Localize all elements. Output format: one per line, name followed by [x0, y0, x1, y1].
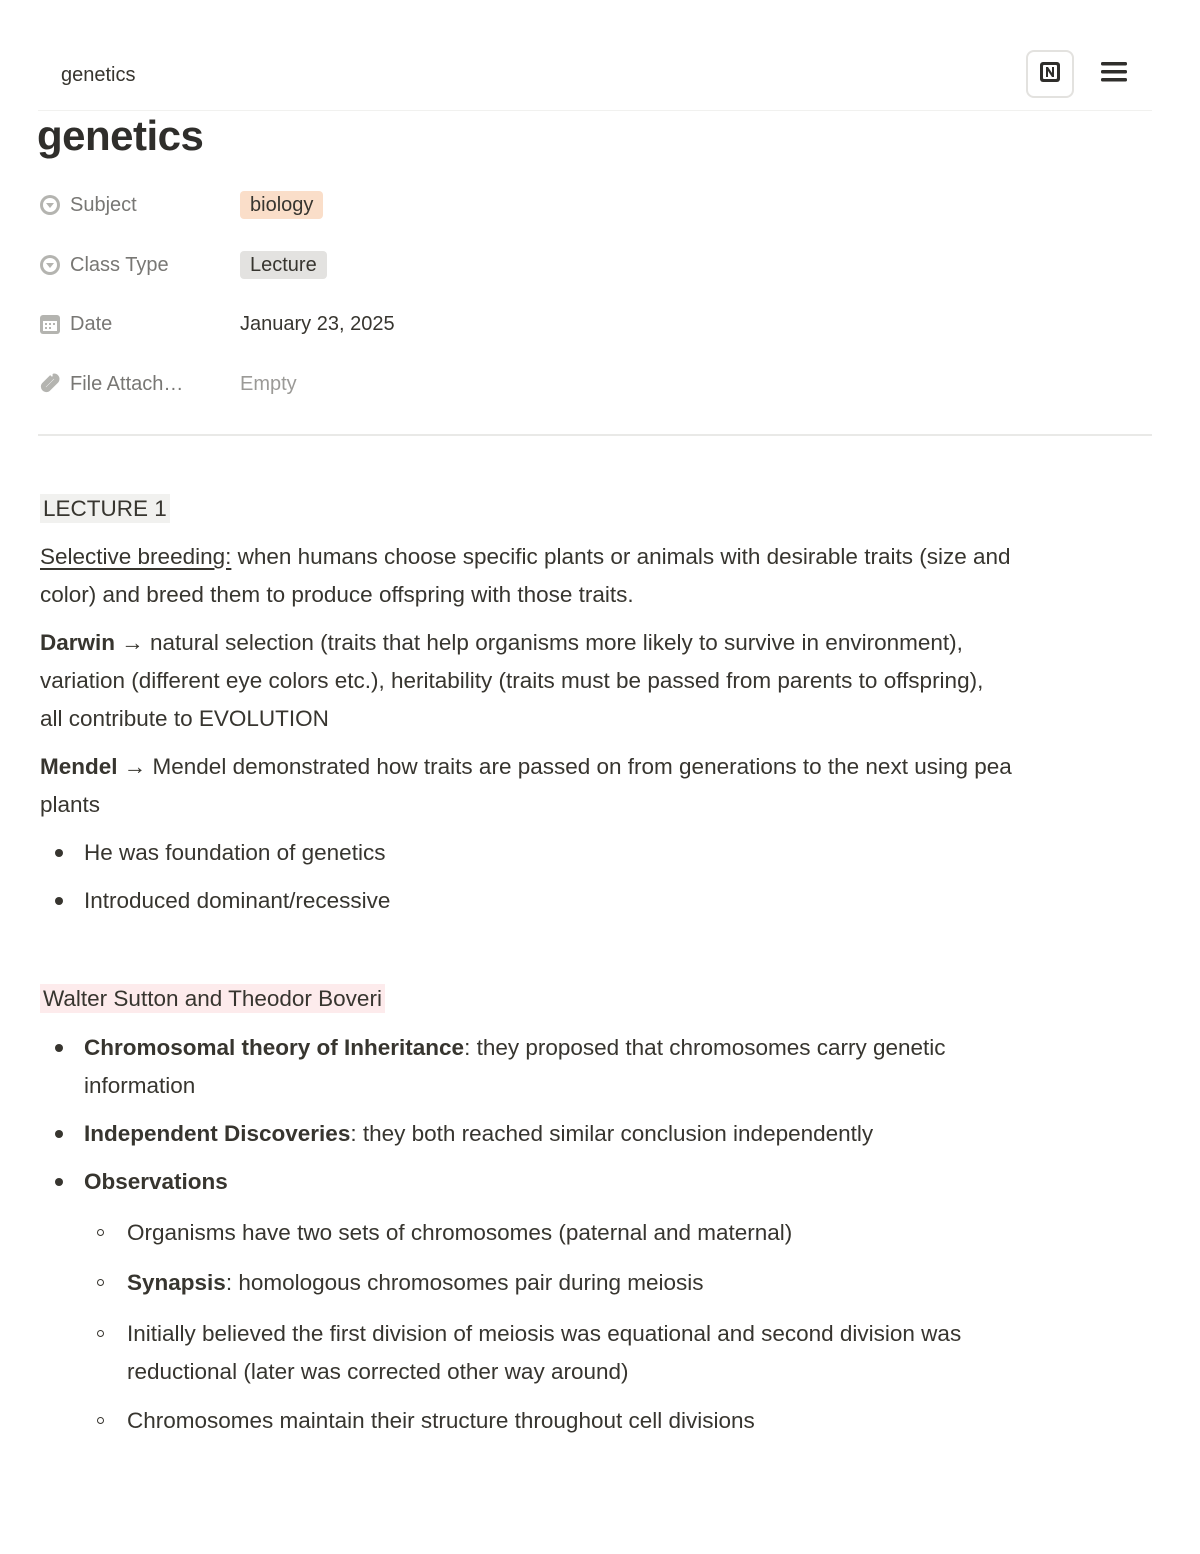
selective-breeding-term: Selective breeding:: [40, 544, 232, 569]
calendar-icon: [38, 312, 62, 336]
darwin-term: Darwin: [40, 630, 116, 655]
top-bar: [38, 40, 1152, 111]
sub-list-item[interactable]: [127, 1264, 704, 1302]
properties-divider: [38, 434, 1152, 436]
synapsis-term: Synapsis: [127, 1270, 226, 1295]
menu-button[interactable]: [1098, 58, 1130, 90]
sub-list-item[interactable]: Chromosomes maintain their structure throughout cell divisions: [127, 1408, 755, 1433]
notion-app-icon: [1038, 60, 1062, 89]
darwin-text: → natural selection (traits that help organisms more likely to survive in environment),: [115, 630, 963, 655]
sub-list-item[interactable]: [127, 1315, 1147, 1391]
list-item[interactable]: He was foundation of genetics: [84, 840, 386, 865]
selective-breeding-text-cont: color) and breed them to produce offspring with those traits.: [40, 582, 634, 607]
property-name: Subject: [70, 193, 137, 216]
bullet-dot: [55, 1130, 63, 1138]
lecture-heading-block[interactable]: [40, 490, 1155, 528]
mendel-text-line2: plants: [40, 792, 101, 817]
chromosomal-theory-text: : they proposed that chromosomes carry genetic: [464, 1035, 946, 1060]
independent-discoveries-term: Independent Discoveries: [84, 1121, 351, 1146]
class-type-tag: Lecture: [240, 251, 327, 279]
bullet-dot: [55, 1178, 63, 1186]
select-icon: [38, 193, 62, 217]
breadcrumb[interactable]: genetics: [61, 64, 136, 86]
mendel-text: → Mendel demonstrated how traits are passed on from generations to the next using pea: [117, 754, 1012, 779]
selective-breeding-paragraph[interactable]: [40, 538, 1155, 614]
list-item[interactable]: [84, 1029, 1144, 1105]
sub-list-item[interactable]: Organisms have two sets of chromosomes (paternal and maternal): [127, 1220, 793, 1245]
meiosis-belief-text-cont: reductional (later was corrected other way around): [127, 1359, 629, 1384]
chromosomal-theory-term: Chromosomal theory of Inheritance: [84, 1035, 465, 1060]
select-icon: [38, 253, 62, 277]
synapsis-text: : homologous chromosomes pair during meiosis: [225, 1270, 704, 1295]
chromosomal-theory-text-cont: information: [84, 1073, 196, 1098]
page-title[interactable]: genetics: [37, 112, 204, 159]
mendel-term: Mendel: [40, 754, 118, 779]
notion-app-button[interactable]: [1026, 50, 1074, 98]
property-file-attachment[interactable]: [38, 366, 638, 402]
sutton-boveri-heading-block[interactable]: [40, 980, 1155, 1018]
property-name: File Attach…: [70, 372, 184, 395]
sutton-boveri-heading: Walter Sutton and Theodor Boveri: [40, 984, 385, 1013]
list-item[interactable]: [84, 1163, 228, 1201]
sub-bullet-circle: [97, 1229, 104, 1236]
date-value[interactable]: January 23, 2025: [240, 312, 395, 335]
property-value[interactable]: [240, 254, 327, 277]
independent-discoveries-text: : they both reached similar conclusion independently: [350, 1121, 874, 1146]
sub-bullet-circle: [97, 1417, 104, 1424]
mendel-paragraph[interactable]: [40, 748, 1155, 824]
property-name: Class Type: [70, 253, 169, 276]
sub-bullet-circle: [97, 1279, 104, 1286]
property-value[interactable]: [240, 194, 323, 217]
property-subject[interactable]: [38, 187, 638, 223]
property-class-type[interactable]: [38, 247, 638, 283]
meiosis-belief-text: Initially believed the first division of meiosis was equational and second division was: [127, 1321, 962, 1346]
hamburger-menu-icon: [1100, 60, 1128, 89]
subject-tag: biology: [240, 191, 323, 219]
bullet-dot: [55, 1044, 63, 1052]
bullet-dot: [55, 897, 63, 905]
sub-bullet-circle: [97, 1330, 104, 1337]
darwin-paragraph[interactable]: [40, 624, 1155, 738]
list-item[interactable]: [84, 1115, 873, 1153]
paperclip-icon: [38, 372, 62, 396]
bullet-dot: [55, 849, 63, 857]
property-name: Date: [70, 312, 113, 335]
selective-breeding-text: when humans choose specific plants or animals with desirable traits (size and: [231, 544, 1011, 569]
lecture-heading: LECTURE 1: [40, 494, 170, 523]
observations-term: Observations: [84, 1169, 228, 1194]
property-date[interactable]: [38, 306, 638, 342]
file-attach-value[interactable]: Empty: [240, 372, 297, 395]
darwin-text-line3: all contribute to EVOLUTION: [40, 706, 329, 731]
list-item[interactable]: Introduced dominant/recessive: [84, 888, 391, 913]
darwin-text-line2: variation (different eye colors etc.), heritability (traits must be passed from parents to offspring),: [40, 668, 984, 693]
